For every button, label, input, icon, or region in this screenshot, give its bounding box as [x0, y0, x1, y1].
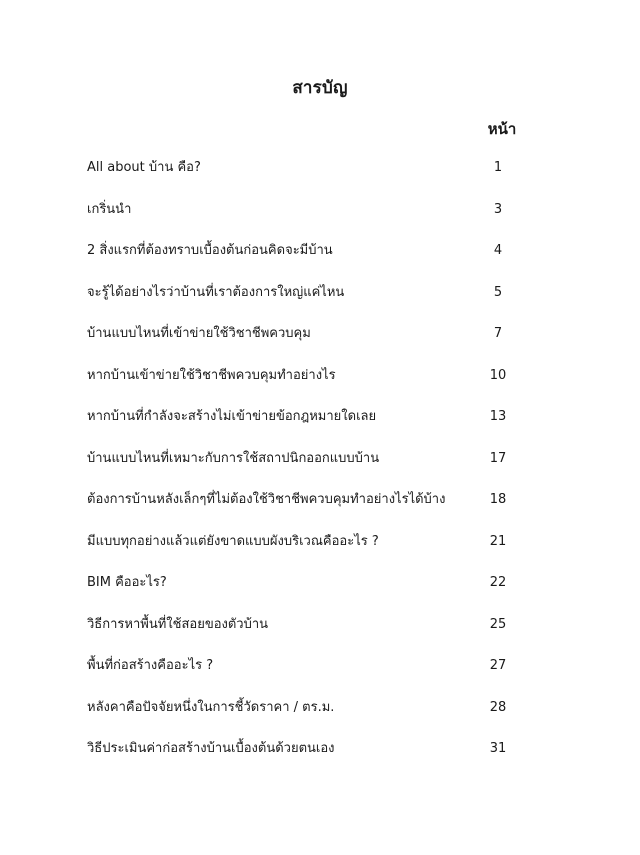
toc-entry-title: มีแบบทุกอย่างแล้วแต่ยังขาดแบบผังบริเวณคืออะไร ?	[87, 533, 379, 549]
toc-entry	[0, 447, 640, 489]
toc-entry	[0, 239, 640, 281]
toc-entry-title: หากบ้านที่กำลังจะสร้างไม่เข้าข่ายข้อกฎหมายใดเลย	[87, 409, 377, 424]
toc-entry-title: บ้านแบบไหนที่เหมาะกับการใช้สถาปนิกออกแบบบ้าน	[87, 450, 380, 466]
toc-entry-page-number: 25	[489, 616, 507, 632]
toc-entry-page-number: 17	[489, 450, 507, 466]
toc-entry-title: พื้นที่ก่อสร้างคืออะไร ?	[87, 658, 214, 673]
toc-entry-page-number: 13	[489, 409, 507, 424]
toc-list	[0, 156, 640, 779]
toc-entry-page-number: 3	[493, 201, 503, 217]
toc-entry-title: เกริ่นนำ	[87, 201, 132, 217]
toc-entry-title: หลังคาคือปัจจัยหนึ่งในการชี้วัดราคา / ตร.ม.	[87, 699, 335, 715]
toc-entry-page-number: 21	[489, 533, 507, 549]
toc-entry-title: จะรู้ได้อย่างไรว่าบ้านที่เราต้องการใหญ่แค่ไหน	[87, 284, 345, 300]
toc-entry-page-number: 27	[489, 658, 507, 673]
toc-entry-title: 2 สิ่งแรกที่ต้องทราบเบื้องต้นก่อนคิดจะมีบ้าน	[87, 243, 333, 258]
toc-entry-title: บ้านแบบไหนที่เข้าข่ายใช้วิชาชีพควบคุม	[87, 326, 311, 341]
toc-entry-title: หากบ้านเข้าข่ายใช้วิชาชีพควบคุมทำอย่างไร	[87, 367, 336, 383]
toc-entry-page-number: 1	[493, 160, 503, 175]
toc-entry	[0, 364, 640, 406]
toc-entry	[0, 696, 640, 738]
toc-entry	[0, 198, 640, 240]
toc-entry-page-number: 28	[489, 699, 507, 715]
toc-entry	[0, 405, 640, 447]
toc-entry	[0, 322, 640, 364]
page-number-column-header: หน้า	[487, 120, 517, 138]
toc-entry	[0, 156, 640, 198]
toc-entry	[0, 571, 640, 613]
toc-entry	[0, 530, 640, 572]
toc-entry	[0, 613, 640, 655]
toc-entry-title: BIM คืออะไร?	[87, 575, 167, 590]
toc-entry-page-number: 10	[489, 367, 507, 383]
toc-entry-page-number: 4	[493, 243, 503, 258]
toc-entry	[0, 737, 640, 779]
page-title: สารบัญ	[292, 78, 348, 98]
toc-entry-page-number: 18	[489, 492, 507, 507]
toc-entry	[0, 281, 640, 323]
toc-entry	[0, 654, 640, 696]
toc-entry-page-number: 31	[489, 741, 507, 756]
toc-entry-title: วิธีการหาพื้นที่ใช้สอยของตัวบ้าน	[87, 616, 269, 632]
toc-entry	[0, 488, 640, 530]
toc-entry-page-number: 22	[489, 575, 507, 590]
toc-entry-page-number: 7	[493, 326, 503, 341]
toc-entry-title: วิธีประเมินค่าก่อสร้างบ้านเบื้องต้นด้วยตนเอง	[87, 741, 335, 756]
toc-entry-page-number: 5	[493, 284, 503, 300]
toc-entry-title: ต้องการบ้านหลังเล็กๆที่ไม่ต้องใช้วิชาชีพควบคุมทำอย่างไรได้บ้าง	[87, 492, 446, 507]
toc-entry-title: All about บ้าน คือ?	[87, 160, 201, 175]
